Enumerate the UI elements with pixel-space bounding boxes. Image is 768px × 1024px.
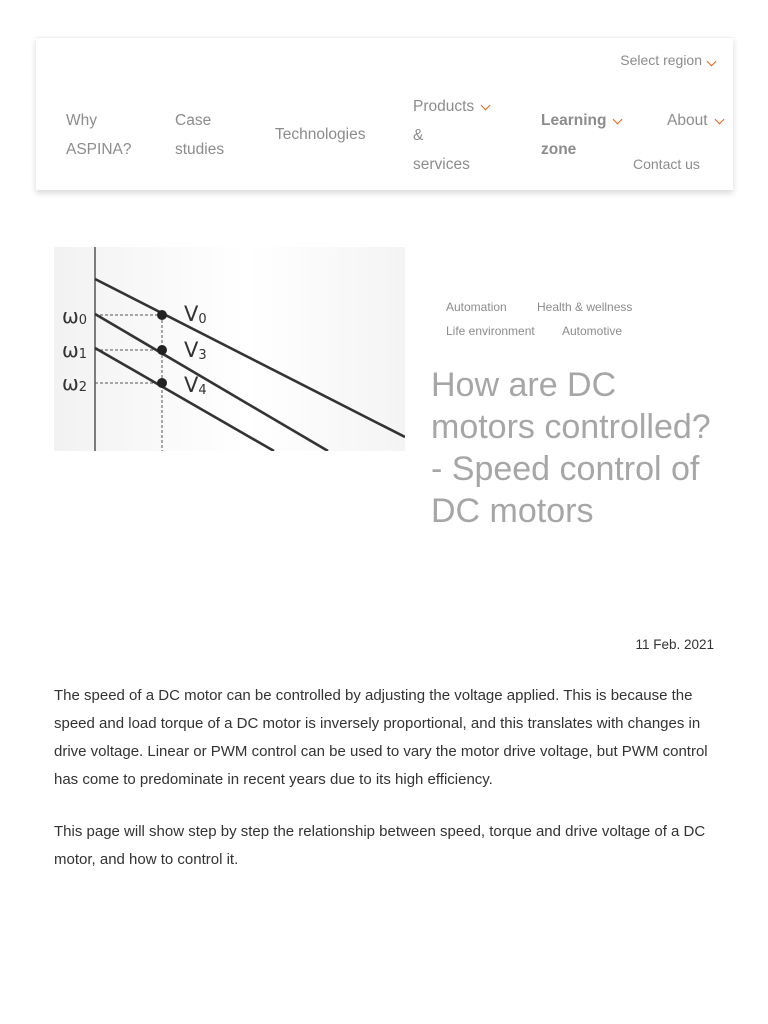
tag-automation[interactable]: Automation xyxy=(446,300,507,314)
tag-health-wellness[interactable]: Health & wellness xyxy=(537,300,633,314)
article-paragraph-2: This page will show step by step the relationship between speed, torque and drive voltage of a DC motor, and how to control it. xyxy=(54,823,706,868)
label-v3: V3 xyxy=(184,338,207,363)
nav-case-studies[interactable] xyxy=(175,106,245,164)
diagram-point-v0 xyxy=(157,310,167,320)
nav-why-aspina-label: Why ASPINA? xyxy=(66,112,132,158)
label-v4: V4 xyxy=(184,373,207,398)
nav-products-services-label-first-word: Products xyxy=(413,98,475,115)
nav-about[interactable] xyxy=(667,106,723,135)
site-header xyxy=(36,37,733,190)
chevron-down-icon xyxy=(613,115,623,125)
nav-products-services[interactable] xyxy=(413,92,513,179)
nav-learning-zone-label xyxy=(541,112,641,164)
label-v0: V0 xyxy=(184,302,207,327)
nav-learning-zone-label-word: zone xyxy=(541,141,577,158)
label-omega-0: ω0 xyxy=(62,304,88,328)
diagram-point-v4 xyxy=(157,378,167,388)
speed-voltage-diagram xyxy=(54,247,405,451)
chevron-down-icon xyxy=(481,101,491,111)
nav-products-services-label xyxy=(413,98,513,179)
nav-products-services-label-word: services xyxy=(413,156,470,173)
page-title: How are DC motors controlled? - Speed control of DC motors xyxy=(431,366,711,530)
label-omega-1: ω1 xyxy=(62,338,88,362)
select-region-label: Select region xyxy=(620,52,702,68)
nav-case-studies-label: Case studies xyxy=(175,112,225,158)
nav-contact-us-label: Contact us xyxy=(633,156,700,172)
nav-contact-us[interactable] xyxy=(633,156,700,172)
hero-image-speed-voltage-graph xyxy=(54,247,405,451)
publish-date: 11 Feb. 2021 xyxy=(635,637,714,652)
article-paragraph-1: The speed of a DC motor can be controlled by adjusting the voltage applied. This is because the speed and load torque of a DC motor is inversely proportional, and this translates with changes in drive voltage. Linear or PWM control can be used to vary the motor drive voltage, but PWM control has come to predominate in recent years due to its high efficiency. xyxy=(54,687,708,788)
tag-life-environment[interactable]: Life environment xyxy=(446,324,535,338)
nav-products-services-label-rest xyxy=(413,121,513,179)
nav-technologies-label: Technologies xyxy=(275,126,366,143)
nav-learning-zone-label-first-word: Learning xyxy=(541,112,607,129)
nav-products-services-label-word: & xyxy=(413,127,424,144)
nav-about-label: About xyxy=(667,112,708,129)
nav-technologies[interactable] xyxy=(275,120,365,149)
nav-learning-zone[interactable] xyxy=(541,106,641,164)
label-omega-2: ω2 xyxy=(62,371,88,395)
nav-why-aspina[interactable] xyxy=(66,106,146,164)
diagram-point-v3 xyxy=(157,345,167,355)
chevron-down-icon xyxy=(707,56,717,66)
select-region-dropdown[interactable] xyxy=(620,52,715,68)
nav-learning-zone-label-rest xyxy=(541,135,641,164)
chevron-down-icon xyxy=(714,115,724,125)
tag-automotive[interactable]: Automotive xyxy=(562,324,623,338)
